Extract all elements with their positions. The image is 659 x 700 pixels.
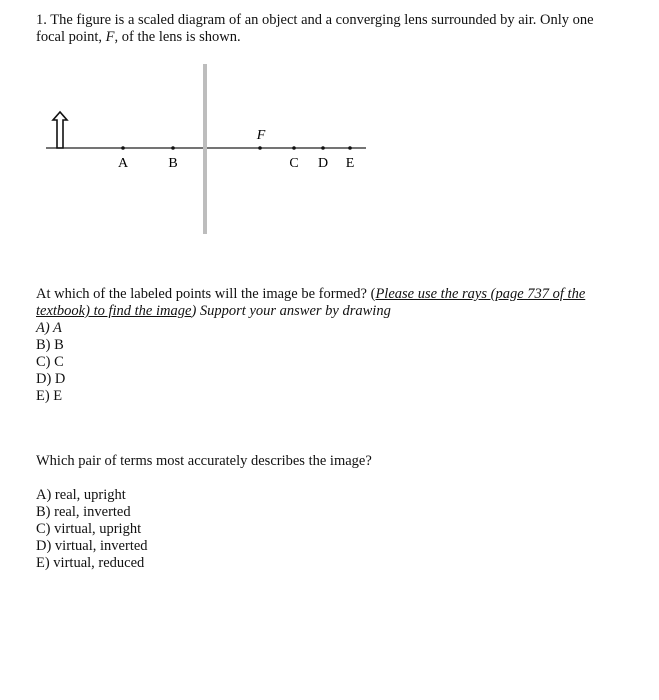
point-a-marker [121,146,125,150]
point-a-label: A [117,156,129,171]
focal-point-marker [258,146,262,150]
intro-line-1: 1. The figure is a scaled diagram of an object and a converging lens surrounded by air. Only one [36,12,594,28]
point-e-label: E [345,156,355,171]
point-e-marker [348,146,352,150]
option-d[interactable]: D) D [36,371,66,387]
question-1-prompt-line-2 [36,303,636,320]
intro-line-2-post: , of the lens is shown. [114,29,241,45]
object-arrow-icon [53,112,67,148]
converging-lens [203,64,207,234]
question-2-options [36,487,636,572]
question-1-prompt-line-1 [36,286,636,303]
question-intro [36,12,636,46]
focal-point-symbol: F [105,29,115,45]
intro-line-2-pre: focal point, [36,29,106,45]
option-virtual-inverted[interactable]: D) virtual, inverted [36,538,148,554]
lens-diagram [40,60,380,240]
focal-label: F [256,128,266,143]
point-d-label: D [317,156,329,171]
option-virtual-upright[interactable]: C) virtual, upright [36,521,142,537]
option-b[interactable]: B) B [36,337,64,353]
point-c-marker [292,146,296,150]
question-2-prompt: Which pair of terms most accurately describes the image? [36,453,372,469]
option-real-inverted[interactable]: B) real, inverted [36,504,131,520]
option-a[interactable]: A) A [36,320,62,336]
point-d-marker [321,146,325,150]
textbook-link[interactable]: Please use the rays (page 737 of the [375,286,586,302]
point-b-marker [171,146,175,150]
question-1-instruction: ) Support your answer by drawing [191,303,391,319]
option-virtual-reduced[interactable]: E) virtual, reduced [36,555,145,571]
question-1-options [36,320,636,405]
option-c[interactable]: C) C [36,354,64,370]
option-e[interactable]: E) E [36,388,63,404]
point-b-label: B [168,156,178,171]
option-real-upright[interactable]: A) real, upright [36,487,126,503]
textbook-link-continued[interactable]: textbook) to find the image [36,303,192,319]
question-image-location [36,286,636,405]
intro-line-2 [36,29,636,46]
point-c-label: C [289,156,299,171]
question-image-type [36,453,636,572]
question-1-prompt: At which of the labeled points will the image be formed? ( [36,286,376,302]
